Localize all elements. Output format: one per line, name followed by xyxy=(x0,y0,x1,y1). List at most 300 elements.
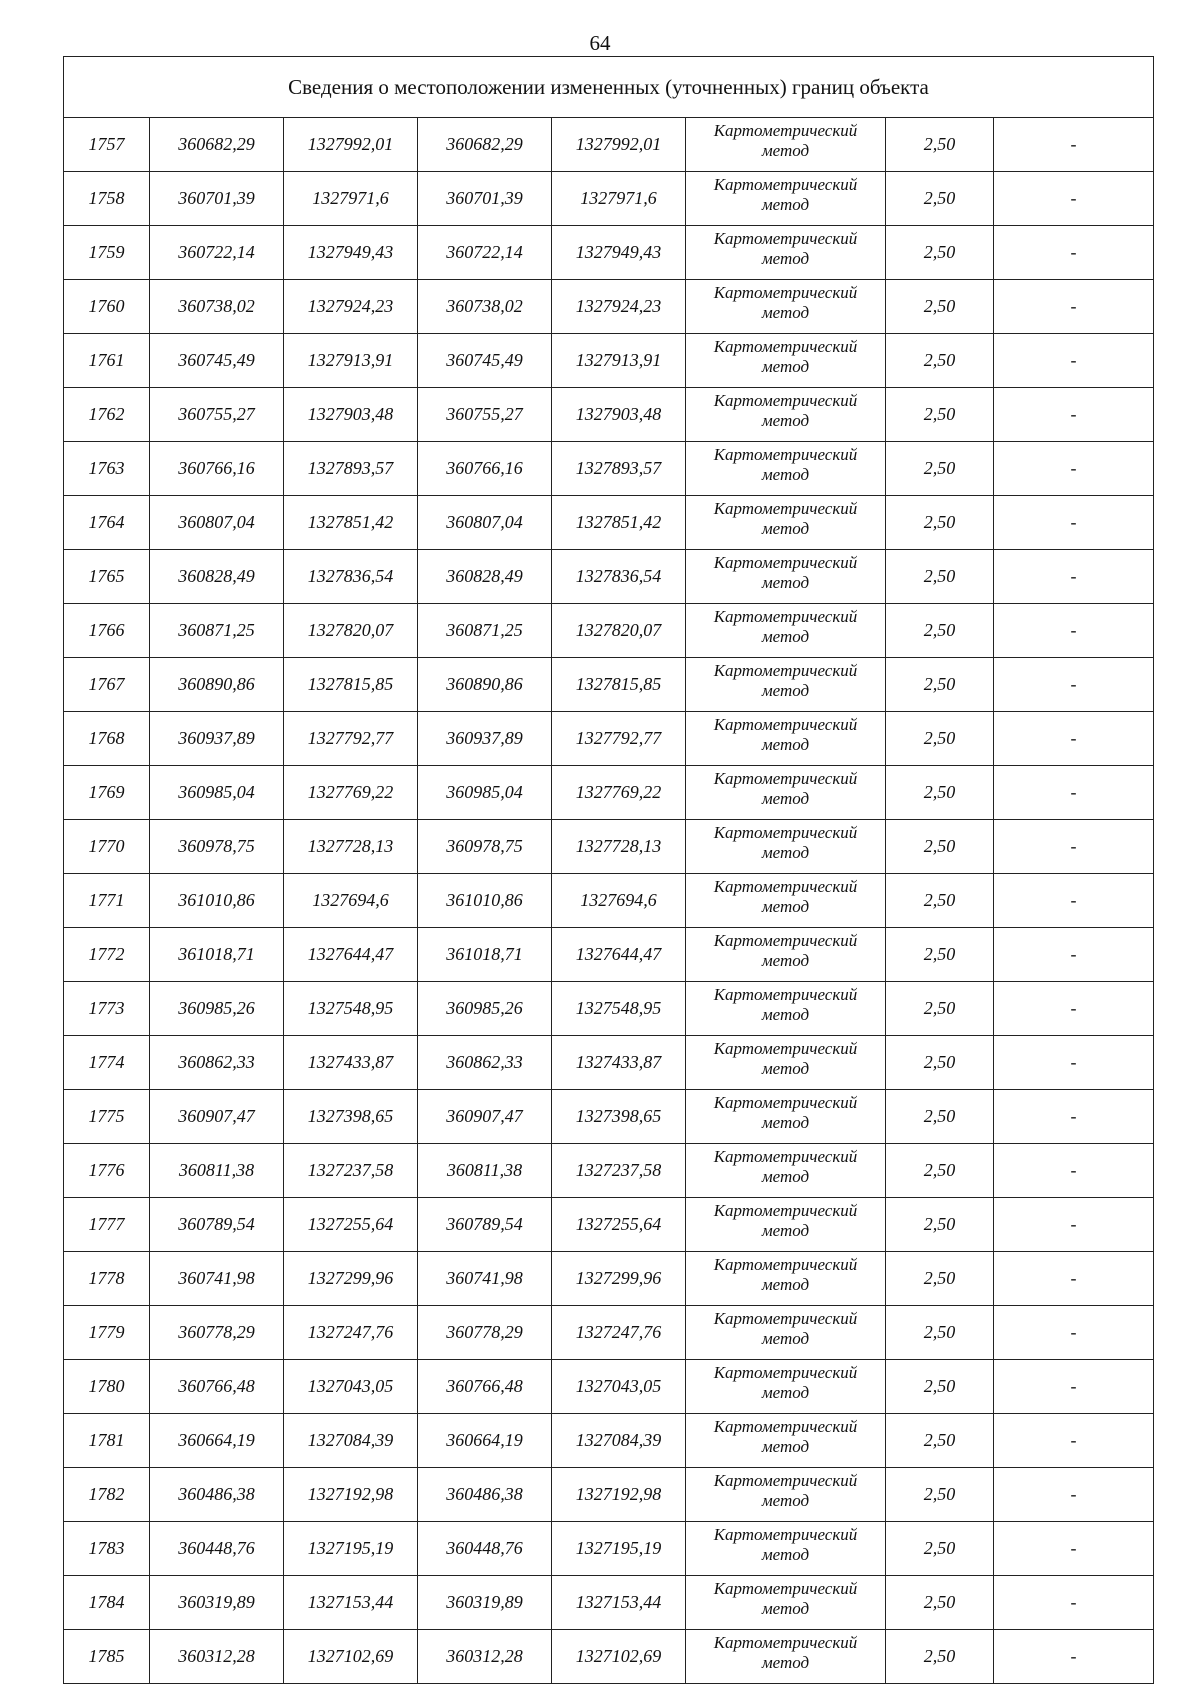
note-cell: - xyxy=(994,1090,1154,1144)
point-number-cell: 1774 xyxy=(64,1036,150,1090)
method-line-2: метод xyxy=(761,843,810,862)
method-line-1: Картометрический xyxy=(713,1309,858,1328)
method-cell xyxy=(686,874,886,928)
accuracy-cell: 2,50 xyxy=(886,1252,994,1306)
refined-y-cell: 1327913,91 xyxy=(552,334,686,388)
existing-x-cell: 360890,86 xyxy=(150,658,284,712)
refined-y-cell: 1327102,69 xyxy=(552,1630,686,1684)
method-cell xyxy=(686,442,886,496)
existing-y-cell: 1327924,23 xyxy=(284,280,418,334)
existing-y-cell: 1327949,43 xyxy=(284,226,418,280)
refined-x-cell: 360741,98 xyxy=(418,1252,552,1306)
point-number-cell: 1780 xyxy=(64,1360,150,1414)
table-row xyxy=(64,928,1154,982)
existing-y-cell: 1327255,64 xyxy=(284,1198,418,1252)
refined-y-cell: 1327192,98 xyxy=(552,1468,686,1522)
note-cell: - xyxy=(994,226,1154,280)
existing-x-cell: 360871,25 xyxy=(150,604,284,658)
table-row xyxy=(64,1198,1154,1252)
existing-y-cell: 1327913,91 xyxy=(284,334,418,388)
point-number-cell: 1778 xyxy=(64,1252,150,1306)
existing-x-cell: 360664,19 xyxy=(150,1414,284,1468)
table-row xyxy=(64,496,1154,550)
method-line-2: метод xyxy=(761,1275,810,1294)
note-cell: - xyxy=(994,1252,1154,1306)
accuracy-cell: 2,50 xyxy=(886,604,994,658)
accuracy-cell: 2,50 xyxy=(886,1144,994,1198)
existing-x-cell: 360978,75 xyxy=(150,820,284,874)
note-cell: - xyxy=(994,874,1154,928)
existing-y-cell: 1327992,01 xyxy=(284,118,418,172)
refined-x-cell: 360312,28 xyxy=(418,1630,552,1684)
method-line-2: метод xyxy=(761,735,810,754)
method-line-1: Картометрический xyxy=(713,121,858,140)
accuracy-cell: 2,50 xyxy=(886,1414,994,1468)
table-title: Сведения о местоположении измененных (уточненных) границ объекта xyxy=(64,57,1154,118)
point-number-cell: 1784 xyxy=(64,1576,150,1630)
table-row xyxy=(64,982,1154,1036)
table-row xyxy=(64,712,1154,766)
table-row xyxy=(64,604,1154,658)
method-line-1: Картометрический xyxy=(713,1471,858,1490)
method-line-1: Картометрический xyxy=(713,661,858,680)
point-number-cell: 1760 xyxy=(64,280,150,334)
method-line-2: метод xyxy=(761,1221,810,1240)
accuracy-cell: 2,50 xyxy=(886,712,994,766)
note-cell: - xyxy=(994,766,1154,820)
table-row xyxy=(64,1630,1154,1684)
existing-x-cell: 360807,04 xyxy=(150,496,284,550)
method-line-1: Картометрический xyxy=(713,1093,858,1112)
refined-y-cell: 1327299,96 xyxy=(552,1252,686,1306)
method-line-2: метод xyxy=(761,1113,810,1132)
method-line-2: метод xyxy=(761,1653,810,1672)
accuracy-cell: 2,50 xyxy=(886,280,994,334)
table-title-row xyxy=(64,57,1154,118)
refined-x-cell: 360682,29 xyxy=(418,118,552,172)
method-cell xyxy=(686,820,886,874)
method-line-2: метод xyxy=(761,249,810,268)
existing-x-cell: 360789,54 xyxy=(150,1198,284,1252)
accuracy-cell: 2,50 xyxy=(886,928,994,982)
method-line-1: Картометрический xyxy=(713,1633,858,1652)
existing-x-cell: 360745,49 xyxy=(150,334,284,388)
existing-y-cell: 1327792,77 xyxy=(284,712,418,766)
existing-x-cell: 360907,47 xyxy=(150,1090,284,1144)
method-cell xyxy=(686,1630,886,1684)
accuracy-cell: 2,50 xyxy=(886,172,994,226)
method-cell xyxy=(686,1522,886,1576)
refined-x-cell: 360811,38 xyxy=(418,1144,552,1198)
page-number: 64 xyxy=(589,31,611,55)
method-line-2: метод xyxy=(761,1599,810,1618)
refined-x-cell: 360738,02 xyxy=(418,280,552,334)
table-row xyxy=(64,874,1154,928)
existing-y-cell: 1327893,57 xyxy=(284,442,418,496)
method-cell xyxy=(686,172,886,226)
refined-y-cell: 1327820,07 xyxy=(552,604,686,658)
table-row xyxy=(64,1090,1154,1144)
note-cell: - xyxy=(994,1036,1154,1090)
refined-x-cell: 360907,47 xyxy=(418,1090,552,1144)
method-cell xyxy=(686,1036,886,1090)
point-number-cell: 1762 xyxy=(64,388,150,442)
method-cell xyxy=(686,1306,886,1360)
method-line-1: Картометрический xyxy=(713,607,858,626)
existing-x-cell: 360985,04 xyxy=(150,766,284,820)
method-cell xyxy=(686,1198,886,1252)
method-line-1: Картометрический xyxy=(713,1201,858,1220)
existing-x-cell: 360738,02 xyxy=(150,280,284,334)
method-cell xyxy=(686,1468,886,1522)
note-cell: - xyxy=(994,604,1154,658)
accuracy-cell: 2,50 xyxy=(886,982,994,1036)
method-line-2: метод xyxy=(761,1491,810,1510)
point-number-cell: 1776 xyxy=(64,1144,150,1198)
accuracy-cell: 2,50 xyxy=(886,226,994,280)
table-row xyxy=(64,766,1154,820)
existing-x-cell: 361010,86 xyxy=(150,874,284,928)
refined-y-cell: 1327084,39 xyxy=(552,1414,686,1468)
note-cell: - xyxy=(994,388,1154,442)
existing-x-cell: 360828,49 xyxy=(150,550,284,604)
existing-x-cell: 360312,28 xyxy=(150,1630,284,1684)
accuracy-cell: 2,50 xyxy=(886,1630,994,1684)
refined-x-cell: 360319,89 xyxy=(418,1576,552,1630)
existing-y-cell: 1327299,96 xyxy=(284,1252,418,1306)
existing-x-cell: 360741,98 xyxy=(150,1252,284,1306)
method-cell xyxy=(686,1252,886,1306)
existing-y-cell: 1327192,98 xyxy=(284,1468,418,1522)
refined-x-cell: 360871,25 xyxy=(418,604,552,658)
refined-y-cell: 1327195,19 xyxy=(552,1522,686,1576)
refined-y-cell: 1327924,23 xyxy=(552,280,686,334)
method-cell xyxy=(686,1090,886,1144)
table-row xyxy=(64,280,1154,334)
method-line-2: метод xyxy=(761,1437,810,1456)
method-cell xyxy=(686,658,886,712)
table-row xyxy=(64,820,1154,874)
refined-x-cell: 360448,76 xyxy=(418,1522,552,1576)
existing-y-cell: 1327851,42 xyxy=(284,496,418,550)
method-line-2: метод xyxy=(761,789,810,808)
method-cell xyxy=(686,1414,886,1468)
method-line-1: Картометрический xyxy=(713,877,858,896)
method-cell xyxy=(686,550,886,604)
existing-y-cell: 1327195,19 xyxy=(284,1522,418,1576)
accuracy-cell: 2,50 xyxy=(886,442,994,496)
method-line-1: Картометрический xyxy=(713,553,858,572)
table-body xyxy=(64,118,1154,1684)
method-line-2: метод xyxy=(761,951,810,970)
point-number-cell: 1772 xyxy=(64,928,150,982)
method-line-2: метод xyxy=(761,195,810,214)
existing-y-cell: 1327694,6 xyxy=(284,874,418,928)
refined-y-cell: 1327815,85 xyxy=(552,658,686,712)
point-number-cell: 1761 xyxy=(64,334,150,388)
method-line-1: Картометрический xyxy=(713,1417,858,1436)
table-row xyxy=(64,1306,1154,1360)
method-cell xyxy=(686,118,886,172)
method-line-2: метод xyxy=(761,519,810,538)
note-cell: - xyxy=(994,982,1154,1036)
existing-x-cell: 360862,33 xyxy=(150,1036,284,1090)
point-number-cell: 1769 xyxy=(64,766,150,820)
method-line-2: метод xyxy=(761,897,810,916)
refined-x-cell: 360722,14 xyxy=(418,226,552,280)
existing-y-cell: 1327237,58 xyxy=(284,1144,418,1198)
note-cell: - xyxy=(994,1414,1154,1468)
point-number-cell: 1773 xyxy=(64,982,150,1036)
method-cell xyxy=(686,334,886,388)
refined-y-cell: 1327728,13 xyxy=(552,820,686,874)
refined-y-cell: 1327237,58 xyxy=(552,1144,686,1198)
table-row xyxy=(64,388,1154,442)
boundary-table-container xyxy=(63,56,1153,1684)
refined-y-cell: 1327792,77 xyxy=(552,712,686,766)
existing-x-cell: 361018,71 xyxy=(150,928,284,982)
method-cell xyxy=(686,1144,886,1198)
note-cell: - xyxy=(994,442,1154,496)
method-line-1: Картометрический xyxy=(713,445,858,464)
point-number-cell: 1765 xyxy=(64,550,150,604)
refined-y-cell: 1327851,42 xyxy=(552,496,686,550)
accuracy-cell: 2,50 xyxy=(886,1576,994,1630)
refined-y-cell: 1327255,64 xyxy=(552,1198,686,1252)
note-cell: - xyxy=(994,1198,1154,1252)
method-cell xyxy=(686,226,886,280)
method-line-1: Картометрический xyxy=(713,931,858,950)
method-line-2: метод xyxy=(761,141,810,160)
method-cell xyxy=(686,388,886,442)
method-line-2: метод xyxy=(761,357,810,376)
accuracy-cell: 2,50 xyxy=(886,334,994,388)
method-cell xyxy=(686,604,886,658)
table-row xyxy=(64,442,1154,496)
method-line-1: Картометрический xyxy=(713,823,858,842)
existing-x-cell: 360985,26 xyxy=(150,982,284,1036)
existing-y-cell: 1327971,6 xyxy=(284,172,418,226)
point-number-cell: 1782 xyxy=(64,1468,150,1522)
existing-x-cell: 360722,14 xyxy=(150,226,284,280)
method-line-1: Картометрический xyxy=(713,769,858,788)
point-number-cell: 1766 xyxy=(64,604,150,658)
accuracy-cell: 2,50 xyxy=(886,388,994,442)
table-row xyxy=(64,658,1154,712)
note-cell: - xyxy=(994,820,1154,874)
accuracy-cell: 2,50 xyxy=(886,1468,994,1522)
refined-x-cell: 360789,54 xyxy=(418,1198,552,1252)
existing-x-cell: 360937,89 xyxy=(150,712,284,766)
method-cell xyxy=(686,928,886,982)
refined-x-cell: 361018,71 xyxy=(418,928,552,982)
point-number-cell: 1777 xyxy=(64,1198,150,1252)
refined-x-cell: 360778,29 xyxy=(418,1306,552,1360)
point-number-cell: 1779 xyxy=(64,1306,150,1360)
existing-y-cell: 1327084,39 xyxy=(284,1414,418,1468)
note-cell: - xyxy=(994,1306,1154,1360)
table-row xyxy=(64,1522,1154,1576)
accuracy-cell: 2,50 xyxy=(886,658,994,712)
existing-x-cell: 360755,27 xyxy=(150,388,284,442)
accuracy-cell: 2,50 xyxy=(886,496,994,550)
method-line-1: Картометрический xyxy=(713,1039,858,1058)
method-line-2: метод xyxy=(761,573,810,592)
method-line-2: метод xyxy=(761,1167,810,1186)
refined-y-cell: 1327694,6 xyxy=(552,874,686,928)
existing-x-cell: 360701,39 xyxy=(150,172,284,226)
refined-y-cell: 1327903,48 xyxy=(552,388,686,442)
accuracy-cell: 2,50 xyxy=(886,1198,994,1252)
refined-y-cell: 1327644,47 xyxy=(552,928,686,982)
note-cell: - xyxy=(994,1630,1154,1684)
refined-y-cell: 1327971,6 xyxy=(552,172,686,226)
method-cell xyxy=(686,766,886,820)
refined-x-cell: 360701,39 xyxy=(418,172,552,226)
method-line-1: Картометрический xyxy=(713,1363,858,1382)
refined-y-cell: 1327433,87 xyxy=(552,1036,686,1090)
table-row xyxy=(64,1468,1154,1522)
table-row xyxy=(64,550,1154,604)
point-number-cell: 1770 xyxy=(64,820,150,874)
accuracy-cell: 2,50 xyxy=(886,1306,994,1360)
method-line-1: Картометрический xyxy=(713,1579,858,1598)
refined-x-cell: 360745,49 xyxy=(418,334,552,388)
refined-x-cell: 360978,75 xyxy=(418,820,552,874)
accuracy-cell: 2,50 xyxy=(886,874,994,928)
method-cell xyxy=(686,1576,886,1630)
method-line-2: метод xyxy=(761,1545,810,1564)
note-cell: - xyxy=(994,118,1154,172)
note-cell: - xyxy=(994,1576,1154,1630)
table-row xyxy=(64,1576,1154,1630)
method-line-1: Картометрический xyxy=(713,391,858,410)
method-line-2: метод xyxy=(761,1329,810,1348)
existing-x-cell: 360766,48 xyxy=(150,1360,284,1414)
note-cell: - xyxy=(994,550,1154,604)
existing-x-cell: 360778,29 xyxy=(150,1306,284,1360)
method-line-2: метод xyxy=(761,627,810,646)
point-number-cell: 1763 xyxy=(64,442,150,496)
table-row xyxy=(64,172,1154,226)
method-cell xyxy=(686,712,886,766)
refined-y-cell: 1327043,05 xyxy=(552,1360,686,1414)
point-number-cell: 1759 xyxy=(64,226,150,280)
accuracy-cell: 2,50 xyxy=(886,1090,994,1144)
existing-y-cell: 1327728,13 xyxy=(284,820,418,874)
method-cell xyxy=(686,496,886,550)
table-row xyxy=(64,1036,1154,1090)
existing-y-cell: 1327548,95 xyxy=(284,982,418,1036)
refined-x-cell: 360985,04 xyxy=(418,766,552,820)
accuracy-cell: 2,50 xyxy=(886,820,994,874)
note-cell: - xyxy=(994,496,1154,550)
point-number-cell: 1783 xyxy=(64,1522,150,1576)
refined-y-cell: 1327153,44 xyxy=(552,1576,686,1630)
existing-y-cell: 1327043,05 xyxy=(284,1360,418,1414)
note-cell: - xyxy=(994,1144,1154,1198)
point-number-cell: 1771 xyxy=(64,874,150,928)
point-number-cell: 1758 xyxy=(64,172,150,226)
method-line-1: Картометрический xyxy=(713,337,858,356)
method-cell xyxy=(686,982,886,1036)
refined-x-cell: 360664,19 xyxy=(418,1414,552,1468)
existing-x-cell: 360682,29 xyxy=(150,118,284,172)
refined-y-cell: 1327836,54 xyxy=(552,550,686,604)
existing-y-cell: 1327644,47 xyxy=(284,928,418,982)
existing-y-cell: 1327769,22 xyxy=(284,766,418,820)
method-line-1: Картометрический xyxy=(713,499,858,518)
table-row xyxy=(64,1360,1154,1414)
refined-y-cell: 1327769,22 xyxy=(552,766,686,820)
refined-x-cell: 360985,26 xyxy=(418,982,552,1036)
accuracy-cell: 2,50 xyxy=(886,766,994,820)
refined-y-cell: 1327893,57 xyxy=(552,442,686,496)
point-number-cell: 1775 xyxy=(64,1090,150,1144)
existing-x-cell: 360766,16 xyxy=(150,442,284,496)
note-cell: - xyxy=(994,712,1154,766)
existing-y-cell: 1327398,65 xyxy=(284,1090,418,1144)
method-line-2: метод xyxy=(761,1059,810,1078)
point-number-cell: 1785 xyxy=(64,1630,150,1684)
refined-x-cell: 360862,33 xyxy=(418,1036,552,1090)
accuracy-cell: 2,50 xyxy=(886,1522,994,1576)
table-row xyxy=(64,1144,1154,1198)
point-number-cell: 1781 xyxy=(64,1414,150,1468)
existing-x-cell: 360448,76 xyxy=(150,1522,284,1576)
boundary-coordinates-table xyxy=(63,56,1154,1684)
existing-y-cell: 1327433,87 xyxy=(284,1036,418,1090)
refined-x-cell: 360755,27 xyxy=(418,388,552,442)
accuracy-cell: 2,50 xyxy=(886,1036,994,1090)
refined-y-cell: 1327548,95 xyxy=(552,982,686,1036)
refined-x-cell: 360890,86 xyxy=(418,658,552,712)
existing-x-cell: 360319,89 xyxy=(150,1576,284,1630)
refined-x-cell: 360828,49 xyxy=(418,550,552,604)
point-number-cell: 1757 xyxy=(64,118,150,172)
method-line-1: Картометрический xyxy=(713,715,858,734)
method-line-1: Картометрический xyxy=(713,985,858,1004)
note-cell: - xyxy=(994,1468,1154,1522)
note-cell: - xyxy=(994,1522,1154,1576)
table-row xyxy=(64,1414,1154,1468)
refined-x-cell: 360807,04 xyxy=(418,496,552,550)
note-cell: - xyxy=(994,334,1154,388)
refined-x-cell: 360937,89 xyxy=(418,712,552,766)
accuracy-cell: 2,50 xyxy=(886,118,994,172)
method-line-2: метод xyxy=(761,303,810,322)
point-number-cell: 1767 xyxy=(64,658,150,712)
point-number-cell: 1768 xyxy=(64,712,150,766)
method-line-2: метод xyxy=(761,411,810,430)
refined-x-cell: 360766,16 xyxy=(418,442,552,496)
method-cell xyxy=(686,280,886,334)
table-row xyxy=(64,226,1154,280)
existing-y-cell: 1327247,76 xyxy=(284,1306,418,1360)
note-cell: - xyxy=(994,928,1154,982)
table-row xyxy=(64,334,1154,388)
method-line-1: Картометрический xyxy=(713,175,858,194)
existing-y-cell: 1327815,85 xyxy=(284,658,418,712)
method-line-1: Картометрический xyxy=(713,229,858,248)
refined-y-cell: 1327992,01 xyxy=(552,118,686,172)
table-row xyxy=(64,1252,1154,1306)
method-line-1: Картометрический xyxy=(713,1147,858,1166)
note-cell: - xyxy=(994,172,1154,226)
table-row xyxy=(64,118,1154,172)
note-cell: - xyxy=(994,658,1154,712)
refined-x-cell: 360486,38 xyxy=(418,1468,552,1522)
